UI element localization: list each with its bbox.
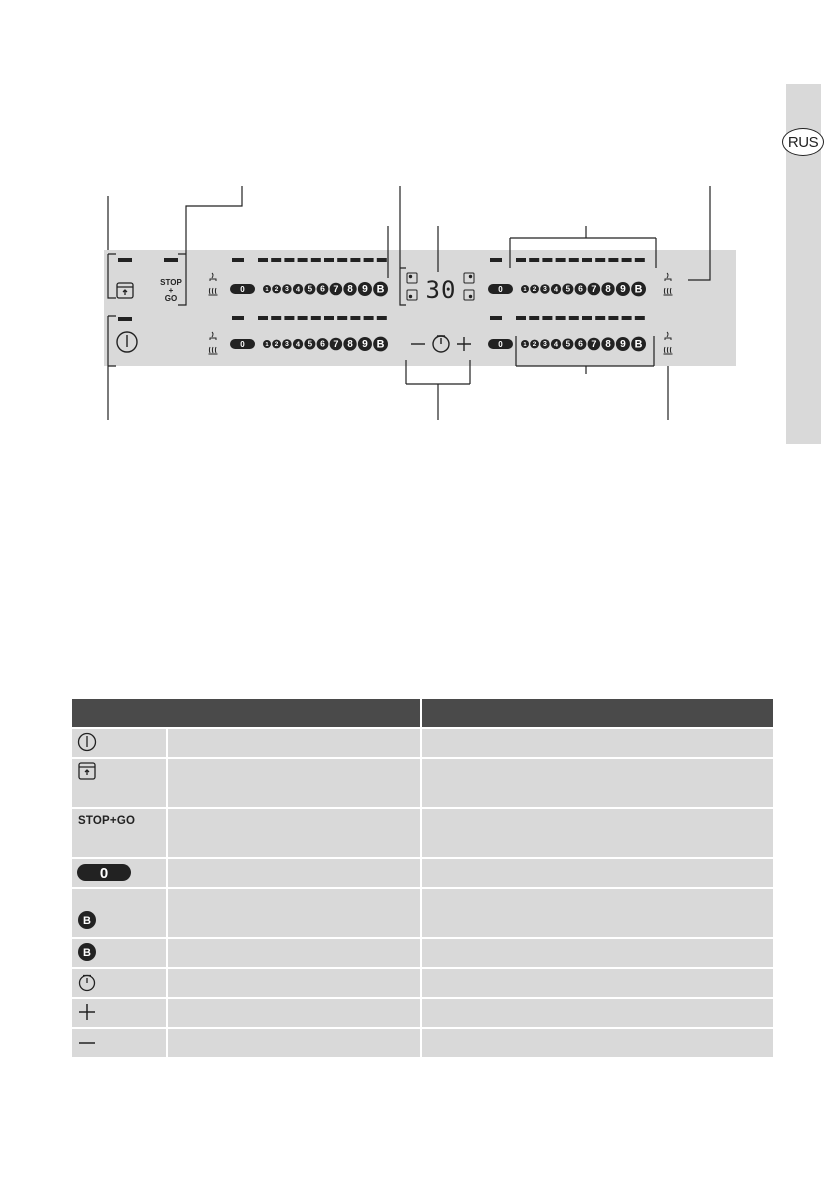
power-level-key[interactable] bbox=[521, 340, 529, 348]
power-level-segment bbox=[595, 258, 605, 262]
table-cell-description bbox=[422, 1029, 773, 1057]
power-level-key[interactable] bbox=[530, 340, 539, 349]
power-level-segment bbox=[311, 258, 321, 262]
power-level-label: 2 bbox=[532, 285, 537, 293]
power-level-label: 1 bbox=[523, 341, 527, 348]
power-level-segment bbox=[377, 316, 387, 320]
power-level-segment bbox=[258, 258, 268, 262]
power-level-key[interactable] bbox=[521, 285, 529, 293]
power-level-label: 7 bbox=[591, 283, 597, 294]
power-level-segment bbox=[337, 258, 347, 262]
table-row bbox=[72, 889, 773, 937]
table-cell-description bbox=[422, 859, 773, 887]
table-row bbox=[72, 809, 773, 857]
power-level-key[interactable] bbox=[330, 283, 343, 296]
table-cell-empty bbox=[168, 889, 420, 937]
power-level-segment bbox=[529, 258, 539, 262]
power-level-segment bbox=[608, 258, 618, 262]
boost-label: B bbox=[83, 947, 91, 959]
language-badge: RUS bbox=[782, 128, 824, 156]
power-level-label: 4 bbox=[295, 284, 301, 294]
table-row bbox=[72, 999, 773, 1027]
minus-icon bbox=[72, 1029, 102, 1057]
power-level-label: 3 bbox=[542, 341, 547, 349]
power-level-label: 7 bbox=[333, 283, 339, 294]
power-level-segment bbox=[324, 258, 334, 262]
table-cell-empty bbox=[168, 809, 420, 857]
power-level-key[interactable] bbox=[562, 338, 573, 349]
power-level-label: 3 bbox=[284, 286, 289, 294]
power-level-label: 9 bbox=[620, 284, 626, 296]
table-cell-description bbox=[422, 889, 773, 937]
power-level-segment bbox=[608, 316, 618, 320]
power-level-key[interactable] bbox=[304, 338, 315, 349]
timer-icon bbox=[72, 969, 102, 997]
power-level-segment bbox=[569, 258, 579, 262]
zero-key-label: 0 bbox=[498, 285, 503, 294]
power-level-segment bbox=[364, 316, 374, 320]
power-level-key[interactable] bbox=[317, 338, 329, 350]
table-icon-cell bbox=[72, 889, 166, 937]
power-level-key[interactable] bbox=[575, 283, 587, 295]
control-panel-diagram bbox=[0, 0, 840, 440]
stop-go-label-bottom[interactable]: GO bbox=[164, 294, 178, 303]
table-row bbox=[72, 859, 773, 887]
table-cell-empty bbox=[168, 1029, 420, 1057]
power-level-key[interactable] bbox=[575, 338, 587, 350]
power-level-label: 9 bbox=[620, 339, 626, 351]
power-level-key[interactable] bbox=[358, 282, 372, 296]
power-level-label: 7 bbox=[591, 338, 597, 349]
power-level-label: 6 bbox=[320, 283, 325, 294]
power-level-label: 8 bbox=[347, 283, 353, 295]
table-cell-empty bbox=[168, 729, 420, 757]
power-level-label: 1 bbox=[523, 286, 527, 293]
zero-key-label: 0 bbox=[498, 340, 503, 349]
table-row bbox=[72, 969, 773, 997]
power-level-label: 2 bbox=[274, 340, 279, 348]
lock-icon bbox=[72, 759, 102, 787]
power-level-segment bbox=[529, 316, 539, 320]
table-icon-cell bbox=[72, 969, 166, 997]
power-level-key[interactable] bbox=[272, 340, 281, 349]
power-level-key[interactable] bbox=[616, 337, 630, 351]
power-level-segment bbox=[350, 316, 360, 320]
stop-go-icon: STOP+GO bbox=[78, 815, 136, 827]
power-level-segment bbox=[516, 316, 526, 320]
power-level-key[interactable] bbox=[263, 340, 271, 348]
power-level-key[interactable] bbox=[631, 337, 646, 352]
power-level-label: 5 bbox=[565, 339, 571, 349]
power-level-key[interactable] bbox=[601, 282, 614, 295]
table-cell-description bbox=[422, 729, 773, 757]
power-level-key[interactable] bbox=[304, 283, 315, 294]
power-level-label: 5 bbox=[307, 339, 313, 349]
power-level-label: 3 bbox=[542, 286, 547, 294]
power-icon bbox=[72, 729, 102, 757]
power-level-segment bbox=[516, 258, 526, 262]
power-level-label: B bbox=[376, 338, 385, 351]
zero-key[interactable] bbox=[488, 339, 513, 349]
power-level-segment bbox=[271, 258, 281, 262]
power-level-label: 9 bbox=[362, 339, 368, 351]
power-level-key[interactable] bbox=[601, 337, 614, 350]
zero-key[interactable] bbox=[230, 339, 255, 349]
power-level-label: 6 bbox=[578, 338, 583, 349]
table-cell-empty bbox=[168, 939, 420, 967]
power-level-key[interactable] bbox=[358, 337, 372, 351]
table-cell-description bbox=[422, 809, 773, 857]
power-level-segment bbox=[258, 316, 268, 320]
zone-led bbox=[490, 258, 502, 262]
table-icon-cell bbox=[72, 809, 166, 857]
power-level-key[interactable] bbox=[282, 284, 292, 294]
table-row bbox=[72, 939, 773, 967]
power-level-label: 1 bbox=[265, 286, 269, 293]
table-row bbox=[72, 759, 773, 807]
zone-led bbox=[232, 258, 244, 262]
boost-icon bbox=[72, 939, 102, 967]
power-level-segment bbox=[364, 258, 374, 262]
power-level-key[interactable] bbox=[317, 283, 329, 295]
power-level-key[interactable] bbox=[551, 284, 561, 294]
table-cell-empty bbox=[168, 969, 420, 997]
table-icon-cell bbox=[72, 759, 166, 807]
power-level-key[interactable] bbox=[373, 337, 388, 352]
power-level-label: 5 bbox=[565, 284, 571, 294]
table-cell-description bbox=[422, 969, 773, 997]
zero-key-icon bbox=[72, 859, 138, 887]
table-icon-cell bbox=[72, 859, 166, 887]
zero-key[interactable] bbox=[230, 284, 255, 294]
power-level-segment bbox=[622, 258, 632, 262]
power-level-segment bbox=[311, 316, 321, 320]
power-level-key[interactable] bbox=[551, 339, 561, 349]
controls-legend-table bbox=[70, 697, 775, 1059]
power-level-segment bbox=[350, 258, 360, 262]
power-level-key[interactable] bbox=[263, 285, 271, 293]
zone-led bbox=[490, 316, 502, 320]
power-level-segment bbox=[635, 258, 645, 262]
table-icon-cell bbox=[72, 1029, 166, 1057]
power-level-label: 7 bbox=[333, 338, 339, 349]
table-header-function bbox=[422, 699, 773, 727]
power-level-segment bbox=[542, 258, 552, 262]
power-level-segment bbox=[556, 316, 566, 320]
power-level-segment bbox=[622, 316, 632, 320]
power-level-label: 8 bbox=[605, 338, 611, 350]
power-level-label: 6 bbox=[320, 338, 325, 349]
power-level-label: 9 bbox=[362, 284, 368, 296]
power-level-key[interactable] bbox=[588, 338, 601, 351]
power-level-key[interactable] bbox=[272, 285, 281, 294]
power-level-label: 6 bbox=[578, 283, 583, 294]
power-level-segment bbox=[569, 316, 579, 320]
power-level-label: 5 bbox=[307, 284, 313, 294]
power-level-label: 8 bbox=[347, 338, 353, 350]
zero-key-label: 0 bbox=[240, 285, 245, 294]
power-level-label: 4 bbox=[295, 339, 301, 349]
zone-led bbox=[232, 316, 244, 320]
power-level-label: 2 bbox=[274, 285, 279, 293]
power-level-key[interactable] bbox=[373, 282, 388, 297]
timer-display: 30 bbox=[425, 276, 457, 304]
zero-key[interactable] bbox=[488, 284, 513, 294]
table-cell-description bbox=[422, 759, 773, 807]
table-row bbox=[72, 1029, 773, 1057]
power-level-segment bbox=[284, 316, 294, 320]
power-level-segment bbox=[337, 316, 347, 320]
table-cell-description bbox=[422, 939, 773, 967]
power-level-key[interactable] bbox=[293, 284, 303, 294]
power-level-key[interactable] bbox=[330, 338, 343, 351]
table-cell-description bbox=[422, 999, 773, 1027]
power-level-segment bbox=[284, 258, 294, 262]
zero-key-label: 0 bbox=[99, 865, 109, 882]
table-cell-empty bbox=[168, 859, 420, 887]
table-cell-empty bbox=[168, 999, 420, 1027]
power-level-key[interactable] bbox=[562, 283, 573, 294]
power-level-segment bbox=[582, 316, 592, 320]
boost-icon bbox=[72, 889, 102, 937]
power-level-key[interactable] bbox=[343, 337, 356, 350]
plus-icon bbox=[72, 999, 102, 1027]
power-level-key[interactable] bbox=[540, 284, 550, 294]
power-level-key[interactable] bbox=[282, 339, 292, 349]
power-level-key[interactable] bbox=[631, 282, 646, 297]
power-level-segment bbox=[324, 316, 334, 320]
power-level-key[interactable] bbox=[616, 282, 630, 296]
boost-label: B bbox=[83, 915, 91, 927]
power-level-label: 4 bbox=[553, 284, 559, 294]
power-level-segment bbox=[635, 316, 645, 320]
power-level-label: 3 bbox=[284, 341, 289, 349]
stop-go-label-plus[interactable]: + bbox=[168, 286, 174, 295]
power-level-key[interactable] bbox=[588, 283, 601, 296]
power-level-label: 8 bbox=[605, 283, 611, 295]
table-cell-empty bbox=[168, 759, 420, 807]
table-icon-cell bbox=[72, 939, 166, 967]
table-header-sensor bbox=[72, 699, 420, 727]
power-level-segment bbox=[595, 316, 605, 320]
power-level-segment bbox=[582, 258, 592, 262]
power-level-segment bbox=[271, 316, 281, 320]
zero-key-label: 0 bbox=[240, 340, 245, 349]
power-level-key[interactable] bbox=[540, 339, 550, 349]
power-level-segment bbox=[542, 316, 552, 320]
power-level-key[interactable] bbox=[293, 339, 303, 349]
power-level-label: 1 bbox=[265, 341, 269, 348]
power-level-segment bbox=[556, 258, 566, 262]
power-level-label: B bbox=[376, 283, 385, 296]
power-level-key[interactable] bbox=[530, 285, 539, 294]
power-level-label: 2 bbox=[532, 340, 537, 348]
power-level-key[interactable] bbox=[343, 282, 356, 295]
table-row bbox=[72, 729, 773, 757]
table-icon-cell bbox=[72, 999, 166, 1027]
power-level-segment bbox=[377, 258, 387, 262]
power-level-segment bbox=[298, 258, 308, 262]
power-level-label: B bbox=[634, 338, 643, 351]
power-level-label: 4 bbox=[553, 339, 559, 349]
power-level-label: B bbox=[634, 283, 643, 296]
power-level-segment bbox=[298, 316, 308, 320]
stop-go-label-top[interactable]: STOP bbox=[160, 278, 182, 287]
table-icon-cell bbox=[72, 729, 166, 757]
